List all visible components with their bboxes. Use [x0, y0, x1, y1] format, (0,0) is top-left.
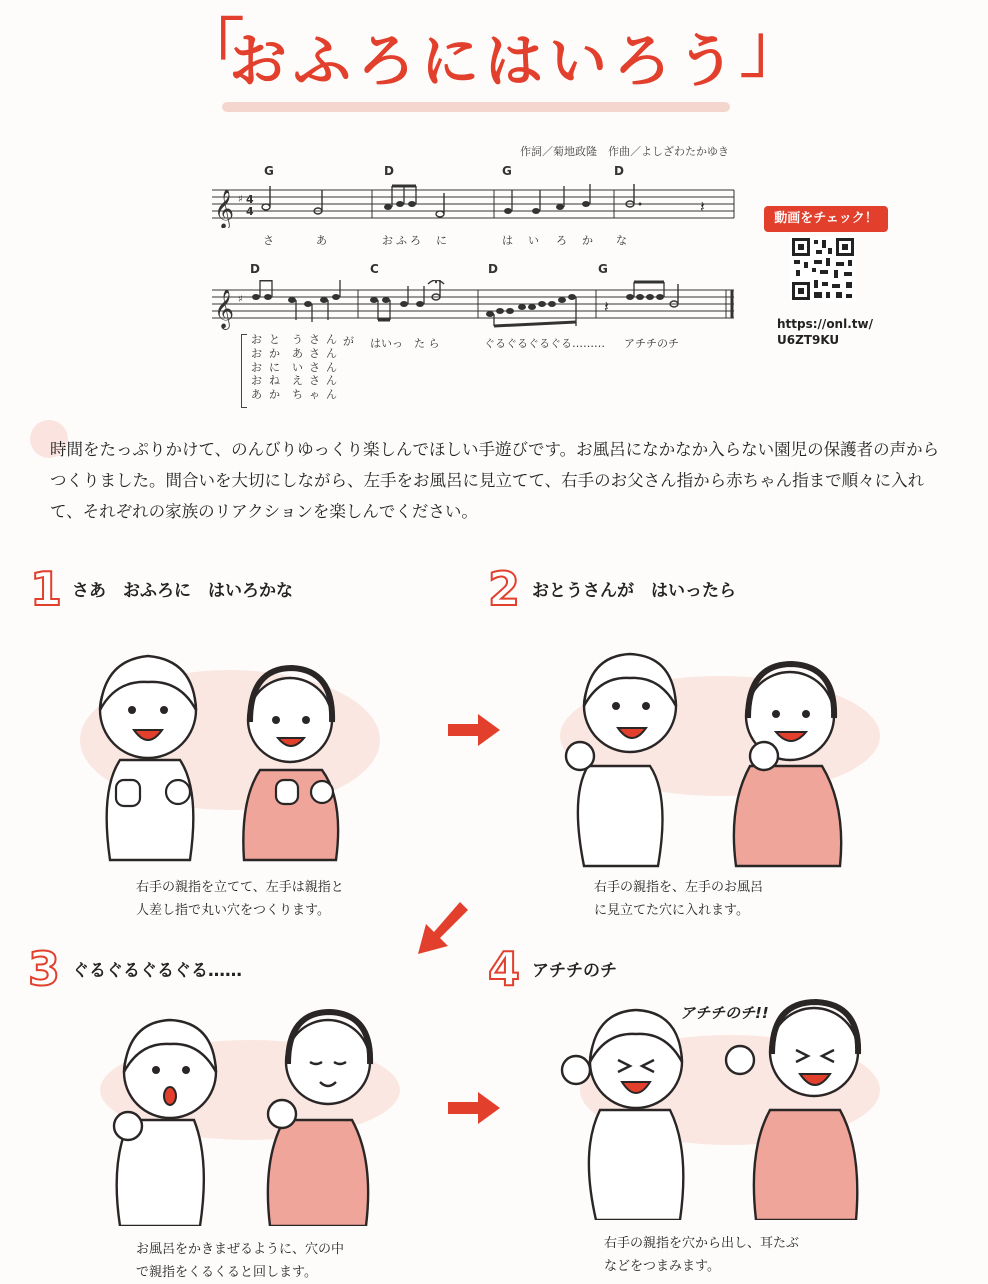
- verse-col-3: う あ い え ち: [292, 333, 303, 402]
- lyric-achichi: アチチのチ: [624, 337, 679, 350]
- lyric-1-7: ろ: [556, 234, 567, 247]
- song-credits: 作詞／菊地政隆 作曲／よしざわたかゆき: [520, 145, 729, 158]
- svg-text:♯: ♯: [238, 194, 243, 205]
- step-1-caption: 右手の親指を立てて、左手は親指と 人差し指で丸い穴をつくります。: [136, 880, 344, 918]
- qr-code-icon[interactable]: [790, 236, 856, 302]
- step-4-number: 4: [488, 942, 521, 996]
- title-bracket-open: 「: [180, 13, 244, 87]
- staff-line-1: [208, 184, 738, 228]
- verse-col-6: が: [343, 335, 354, 348]
- lyric-1-4: に: [436, 234, 447, 247]
- step-3-illustration: [70, 1000, 400, 1226]
- chord-2-3: D: [488, 262, 498, 276]
- lyric-1-3: おふろ: [382, 234, 424, 247]
- step-1-illustration: [60, 630, 380, 870]
- chord-2-2: C: [370, 262, 379, 276]
- video-badge[interactable]: 動画をチェック！: [764, 206, 888, 232]
- step-1-text: さあ おふろに はいろかな: [72, 581, 293, 601]
- chord-1-3: G: [502, 164, 512, 178]
- lyric-1-1: さ: [263, 234, 274, 247]
- lyric-1-9: な: [616, 234, 627, 247]
- chord-1-1: G: [264, 164, 274, 178]
- chord-1-2: D: [384, 164, 394, 178]
- svg-text:𝄽: 𝄽: [604, 297, 609, 316]
- verse-col-4: さ さ さ さ ゃ: [309, 333, 320, 402]
- verse-col-1: お お お お あ: [251, 333, 262, 402]
- intro-text: 時間をたっぷりかけて、のんびりゆっくり楽しんでほしい手遊びです。お風呂になかなか入らない園児の保護者の声からつくりました。間合いを大切にしながら、左手をお風呂に見立てて、右手のお父さん指から赤ちゃん指まで順々に入れて、それぞれの家族のリアクションを楽しんでください。: [50, 440, 940, 521]
- title-bracket-close: 」: [740, 13, 804, 87]
- lyric-1-5: は: [502, 234, 513, 247]
- step-4-illustration: [540, 990, 890, 1220]
- lyric-1-8: か: [582, 234, 593, 247]
- step-2-illustration: [540, 636, 880, 876]
- svg-text:4: 4: [246, 205, 254, 218]
- step-2-text: おとうさんが はいったら: [532, 581, 736, 601]
- achichi-shout: アチチのチ!!: [680, 1004, 769, 1022]
- title-underline: [222, 102, 730, 112]
- staff-line-2: [208, 280, 738, 330]
- chord-2-1: D: [250, 262, 260, 276]
- step-2-number: 2: [488, 562, 521, 616]
- chord-2-4: G: [598, 262, 608, 276]
- chord-1-4: D: [614, 164, 624, 178]
- verse-col-5: ん ん ん ん ん: [326, 333, 337, 402]
- svg-text:𝄞: 𝄞: [214, 189, 235, 228]
- step-2-caption: 右手の親指を、左手のお風呂 に見立てた穴に入れます。: [594, 880, 764, 918]
- arrow-down-left-icon: [414, 900, 470, 958]
- video-url[interactable]: https://onl.tw/ U6ZT9KU: [777, 317, 873, 347]
- step-3-number: 3: [28, 942, 61, 996]
- svg-text:𝄞: 𝄞: [214, 289, 235, 329]
- step-3-caption: お風呂をかきまぜるように、穴の中 で親指をくるくると回します。: [136, 1242, 345, 1280]
- page-title: おふろにはいろう: [228, 27, 741, 95]
- svg-text:𝄽: 𝄽: [700, 197, 705, 216]
- svg-text:♯: ♯: [238, 294, 243, 305]
- lyric-guru: ぐるぐるぐるぐる………: [484, 337, 605, 350]
- step-1-number: 1: [30, 562, 63, 616]
- lyric-hairu: はいっ た ら: [370, 337, 440, 350]
- arrow-right-icon: [446, 710, 502, 750]
- lyric-1-6: い: [528, 234, 539, 247]
- verse-bracket: [241, 334, 247, 408]
- svg-text:4: 4: [246, 193, 254, 206]
- lyric-1-2: あ: [316, 234, 327, 247]
- arrow-right-icon: [446, 1088, 502, 1128]
- step-4-caption: 右手の親指を穴から出し、耳たぶ などをつまみます。: [604, 1236, 800, 1274]
- verse-col-2: と か に ね か: [269, 333, 280, 402]
- step-4-text: アチチのチ: [532, 961, 617, 981]
- step-3-text: ぐるぐるぐるぐる……: [72, 961, 242, 981]
